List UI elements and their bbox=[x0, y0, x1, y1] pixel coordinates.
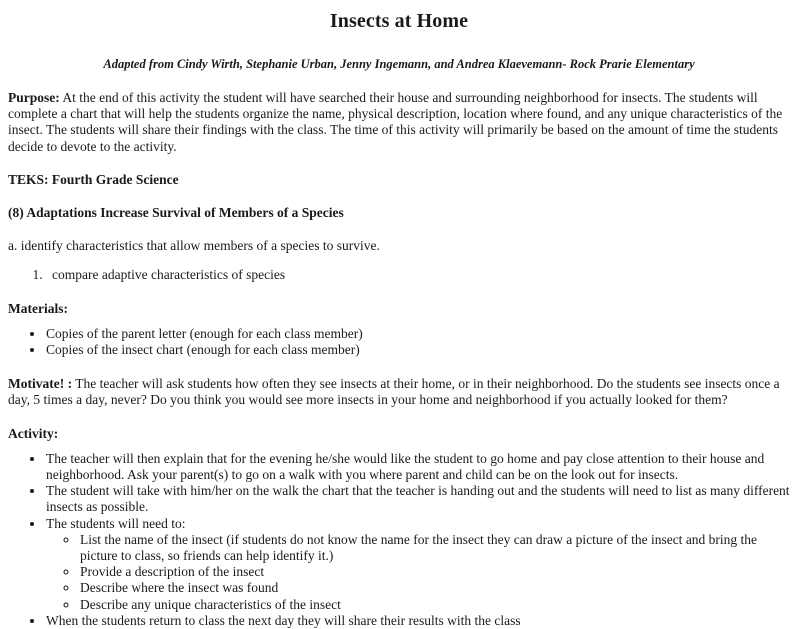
list-item: ◦ Describe any unique characteristics of the insect bbox=[79, 597, 790, 613]
list-item-label: The students will need to: bbox=[46, 515, 186, 531]
teks-standard: (8) Adaptations Increase Survival of Members of a Species bbox=[8, 205, 344, 221]
list-item: • When the students return to class the next day they will share their results with the class bbox=[45, 613, 790, 629]
motivate-text: The teacher will ask students how often they see insects at their home, or in their neighborhood. Do the students see insects once a day, 5 times a day, never? Do you think you would see more insects in your home and neighborhood if you actually looked for them? bbox=[8, 376, 780, 408]
list-item bbox=[45, 516, 790, 613]
teks-substandard-list bbox=[8, 267, 790, 283]
materials-heading: Materials: bbox=[8, 300, 68, 316]
activity-heading: Activity: bbox=[8, 425, 59, 441]
page-title: Insects at Home bbox=[329, 10, 469, 32]
document-attribution: Adapted from Cindy Wirth, Stephanie Urban, Jenny Ingemann, and Andrea Klaevemann- Rock Prarie Elementary bbox=[103, 57, 695, 71]
purpose-label: Purpose: bbox=[8, 90, 60, 105]
activity-list bbox=[8, 451, 790, 629]
list-item: • Copies of the parent letter (enough for each class member) bbox=[45, 326, 790, 342]
list-item: ◦ Provide a description of the insect bbox=[79, 564, 790, 580]
purpose-text: At the end of this activity the student will have searched their house and surrounding neighborhood for insects. The students will complete a chart that will help the students organize the name, physical description, location where found, and any unique characteristics of the insect. The students will share their findings with the class. The time of this activity will primarily be based on the amount of time the students decide to devote to the activity. bbox=[8, 90, 783, 154]
teks-heading: TEKS: Fourth Grade Science bbox=[8, 171, 179, 187]
motivate-paragraph bbox=[8, 376, 790, 408]
list-item: ◦ Describe where the insect was found bbox=[79, 580, 790, 596]
teks-expectation: a. identify characteristics that allow members of a species to survive. bbox=[8, 238, 380, 254]
activity-sublist bbox=[46, 532, 790, 613]
list-item: 1. compare adaptive characteristics of species bbox=[46, 267, 790, 283]
list-item: • The student will take with him/her on the walk the chart that the teacher is handing out and the students will need to list as many different insects as possible. bbox=[45, 483, 790, 515]
materials-list bbox=[8, 326, 790, 358]
list-item: • The teacher will then explain that for the evening he/she would like the student to go home and pay close attention to their house and neighborhood. Ask your parent(s) to go on a walk with you where parent and child can be on the look out for insects. bbox=[45, 451, 790, 483]
motivate-label: Motivate! : bbox=[8, 376, 73, 392]
list-item: • Copies of the insect chart (enough for each class member) bbox=[45, 342, 790, 358]
list-item: ◦ List the name of the insect (if students do not know the name for the insect they can draw a picture of the insect and bring the picture to class, so friends can help identify it.) bbox=[79, 532, 790, 564]
purpose-paragraph bbox=[8, 90, 790, 155]
